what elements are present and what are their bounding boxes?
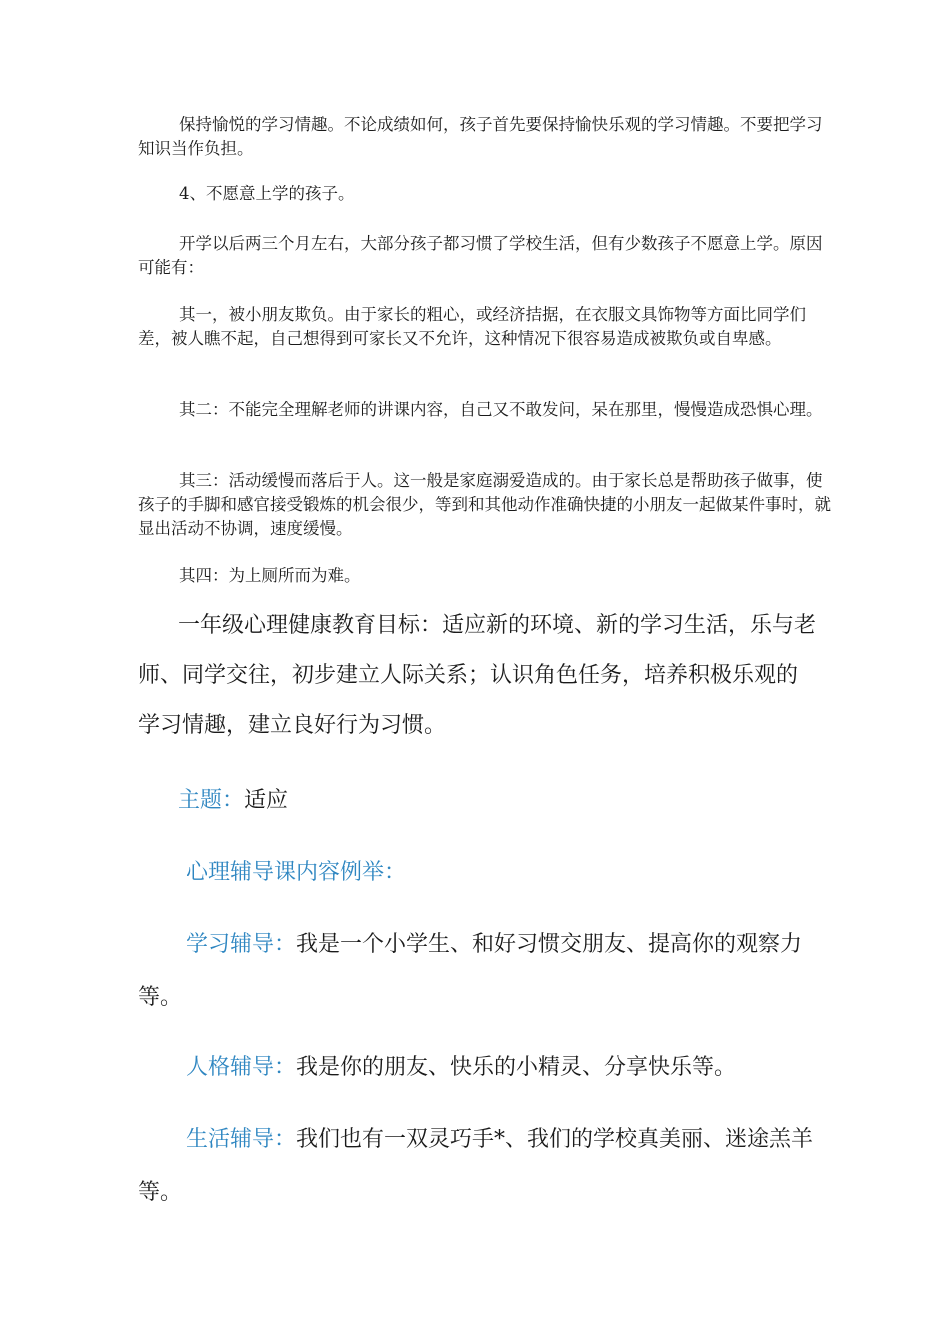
paragraph-heading-4: 4、不愿意上学的孩子。 [179,184,355,203]
paragraph-reluctant-intro: 开学以后两三个月左右，大部分孩子都习惯了学校生活，但有少数孩子不愿意上学。原因可能有： [138,234,823,277]
paragraph-reason-3: 其三：活动缓慢而落后于人。这一般是家庭溺爱造成的。由于家长总是帮助孩子做事，使孩子的手脚和感官接受锻炼的机会很少，等到和其他动作准确快捷的小朋友一起做某件事时，就显出活动不协调，速度缓慢。 [138,471,831,538]
item-learning-label: 学习辅导： [186,932,297,957]
paragraph-reason-1: 其一，被小朋友欺负。由于家长的粗心，或经济拮据，在衣服文具饰物等方面比同学们差，被人瞧不起，自己想得到可家长又不允许，这种情况下很容易造成被欺负或自卑感。 [138,305,806,348]
theme-line [138,776,818,825]
paragraph-interest: 保持愉悦的学习情趣。不论成绩如何，孩子首先要保持愉快乐观的学习情趣。不要把学习知识当作负担。 [138,115,823,158]
paragraph-reason-4: 其四：为上厕所而为难。 [179,566,361,585]
theme-value: 适应 [244,788,289,813]
theme-label: 主题： [178,788,245,813]
item-life [138,1113,818,1219]
item-personality-label: 人格辅导： [186,1055,297,1080]
item-personality-text: 我是你的朋友、快乐的小精灵、分享快乐等。 [296,1055,737,1080]
item-personality [138,1043,818,1092]
item-life-label: 生活辅导： [186,1127,297,1152]
item-life-text: 我们也有一双灵巧手*、我们的学校真美丽、迷途羔羊等。 [138,1127,814,1205]
paragraph-reason-2: 其二：不能完全理解老师的讲课内容，自己又不敢发问，呆在那里，慢慢造成恐惧心理。 [179,400,823,419]
examples-heading: 心理辅导课内容例举： [186,860,407,885]
goal-paragraph: 一年级心理健康教育目标：适应新的环境、新的学习生活，乐与老师、同学交往，初步建立人际关系；认识角色任务，培养积极乐观的学习情趣，建立良好行为习惯。 [138,613,817,738]
item-learning [138,918,818,1024]
item-learning-text: 我是一个小学生、和好习惯交朋友、提高你的观察力等。 [138,932,803,1010]
